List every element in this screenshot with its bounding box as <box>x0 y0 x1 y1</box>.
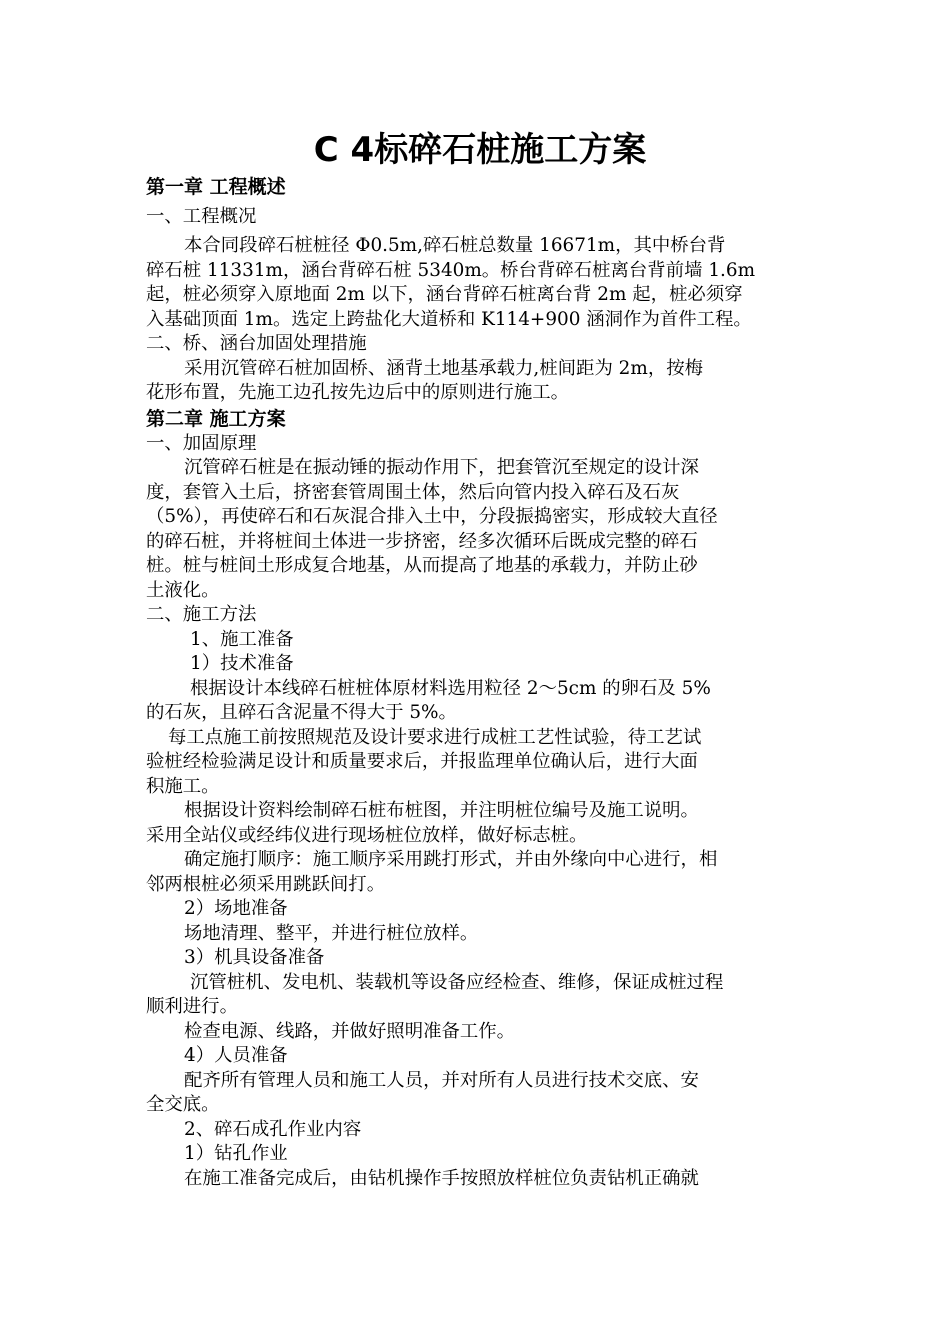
paragraph-line: 邻两根桩必须采用跳跃间打。 <box>146 873 386 895</box>
paragraph-line: 积施工。 <box>146 775 220 797</box>
paragraph-line-indented: 场地清理、整平，并进行桩位放样。 <box>184 922 479 944</box>
paragraph-line: 采用全站仪或经纬仪进行现场桩位放样，做好标志桩。 <box>146 824 588 846</box>
document-page <box>146 126 814 1191</box>
paragraph-line: 度，套管入土后，挤密套管周围土体，然后向管内投入碎石及石灰 <box>146 481 680 503</box>
paragraph-line: 验桩经检验满足设计和质量要求后，并报监理单位确认后，进行大面 <box>146 751 698 772</box>
paragraph-line: 全交底。 <box>146 1094 220 1115</box>
paragraph-line: 二、施工方法 <box>146 604 257 625</box>
paragraph-line-indented: 本合同段碎石桩桩径 Φ0.5m,碎石桩总数量 16671m，其中桥台背 <box>184 235 726 256</box>
paragraph-line-indented: 根据设计本线碎石桩桩体原材料选用粒径 2～5cm 的卵石及 5% <box>190 677 711 699</box>
paragraph-line: 一、加固原理 <box>146 432 257 454</box>
paragraph-line-indented: 2、碎石成孔作业内容 <box>184 1118 362 1140</box>
paragraph-line-indented: 根据设计资料绘制碎石桩布桩图，并注明桩位编号及施工说明。 <box>184 800 699 821</box>
chapter-heading: 第一章 工程概述 <box>146 176 286 198</box>
paragraph-line: 桩。桩与桩间土形成复合地基，从而提高了地基的承载力，并防止砂 <box>146 555 698 576</box>
paragraph-line-indented: 4）人员准备 <box>184 1045 288 1066</box>
paragraph-line-indented: 采用沉管碎石桩加固桥、涵背土地基承载力,桩间距为 2m，按梅 <box>184 357 703 379</box>
paragraph-line: 的石灰，且碎石含泥量不得大于 5%。 <box>146 702 457 723</box>
chapter-heading: 第二章 施工方案 <box>146 407 286 430</box>
paragraph-line: 的碎石桩，并将桩间土体进一步挤密，经多次循环后既成完整的碎石 <box>146 530 698 552</box>
paragraph-line-indented: 2）场地准备 <box>184 898 288 919</box>
paragraph-line: 土液化。 <box>146 579 220 601</box>
paragraph-line-indented: 1）技术准备 <box>190 653 294 674</box>
paragraph-line-half-indented: 每工点施工前按照规范及设计要求进行成桩工艺性试验，待工艺试 <box>168 726 702 748</box>
paragraph-line-indented: 配齐所有管理人员和施工人员，并对所有人员进行技术交底、安 <box>184 1069 699 1091</box>
paragraph-line: 入基础顶面 1m。选定上跨盐化大道桥和 K114+900 涵洞作为首件工程。 <box>146 308 752 330</box>
paragraph-line-indented: 3）机具设备准备 <box>184 947 325 968</box>
paragraph-line: 起，桩必须穿入原地面 2m 以下，涵台背碎石桩离台背 2m 起，桩必须穿 <box>146 284 743 305</box>
section-heading: 一、工程概况 <box>146 206 257 227</box>
paragraph-line: 花形布置，先施工边孔按先边后中的原则进行施工。 <box>146 382 569 403</box>
paragraph-line: 二、桥、涵台加固处理措施 <box>146 333 367 354</box>
paragraph-line-indented: 确定施打顺序：施工顺序采用跳打形式，并由外缘向中心进行，相 <box>184 849 718 870</box>
paragraph-line-indented: 在施工准备完成后，由钻机操作手按照放样桩位负责钻机正确就 <box>184 1167 699 1189</box>
paragraph-line-indented: 沉管桩机、发电机、装载机等设备应经检查、维修，保证成桩过程 <box>190 971 724 993</box>
paragraph-line-indented: 1）钻孔作业 <box>184 1143 288 1164</box>
paragraph-line-indented: 1、施工准备 <box>190 628 294 650</box>
paragraph-line: 顺利进行。 <box>146 996 238 1017</box>
paragraph-line: 碎石桩 11331m，涵台背碎石桩 5340m。桥台背碎石桩离台背前墙 1.6m <box>146 259 756 281</box>
document-body <box>146 174 814 1191</box>
document-title: C 4标碎石桩施工方案 <box>313 130 647 170</box>
paragraph-line-indented: 检查电源、线路，并做好照明准备工作。 <box>184 1020 516 1042</box>
paragraph-line: （5%），再使碎石和石灰混合排入土中，分段振捣密实，形成较大直径 <box>146 506 718 527</box>
paragraph-line-indented: 沉管碎石桩是在振动锤的振动作用下，把套管沉至规定的设计深 <box>184 457 699 478</box>
